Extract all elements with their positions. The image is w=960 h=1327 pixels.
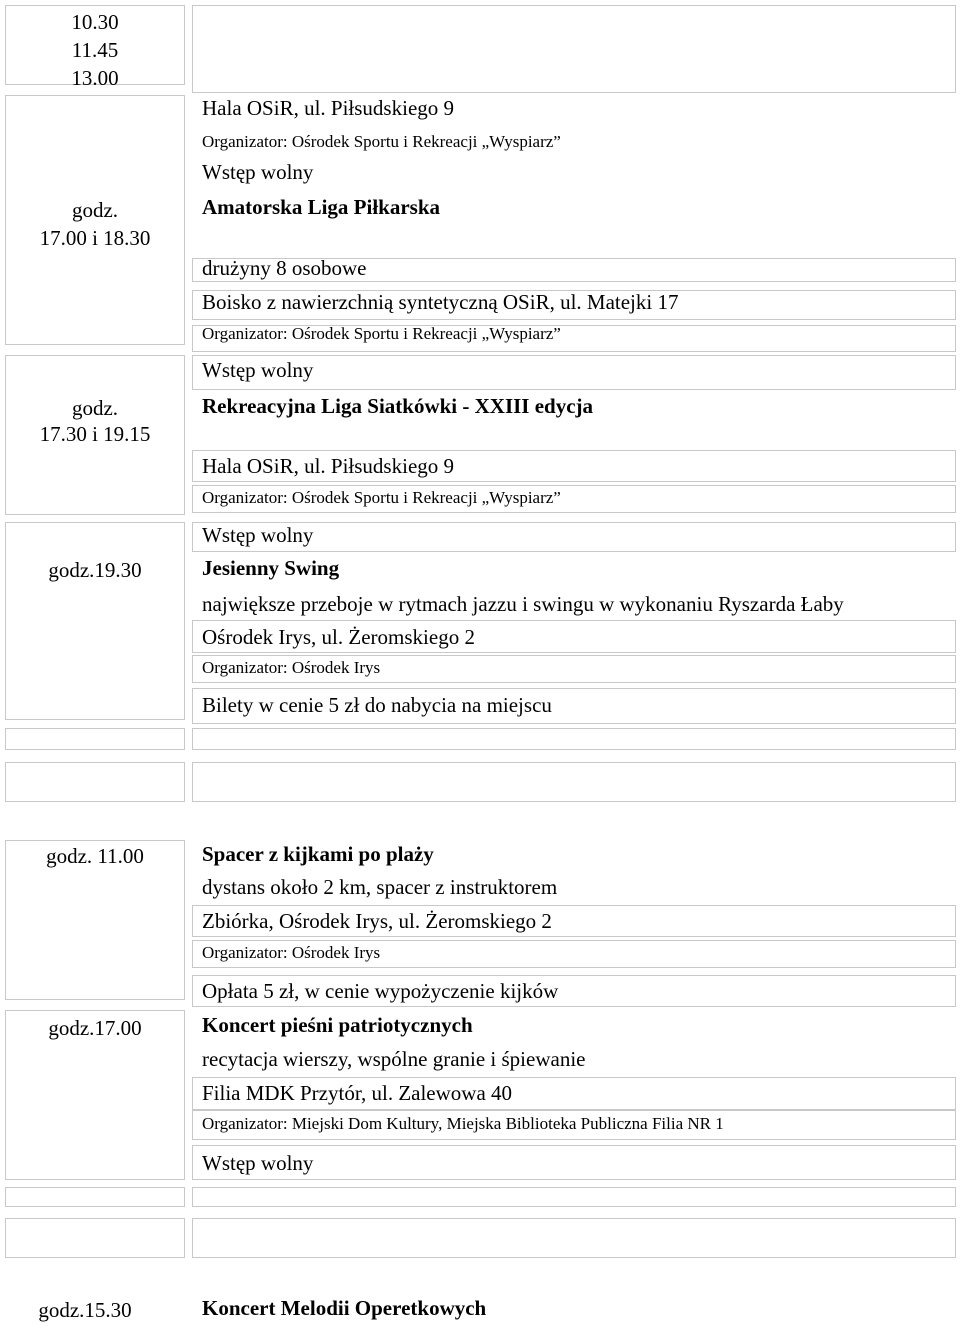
event-time: godz.15.30 <box>38 1298 132 1322</box>
left-cell <box>5 728 185 750</box>
event-time: godz. 11.00 <box>46 844 144 868</box>
event-time: 13.00 <box>71 66 119 90</box>
event-venue: Ośrodek Irys, ul. Żeromskiego 2 <box>202 625 475 649</box>
event-title: Koncert Melodii Operetkowych <box>202 1296 487 1320</box>
event-title: Rekreacyjna Liga Siatkówki - XXIII edycja <box>202 394 594 418</box>
event-entry: Wstęp wolny <box>202 523 314 547</box>
right-cell <box>192 1218 956 1258</box>
event-organizer: Organizator: Ośrodek Irys <box>202 943 381 962</box>
left-cell <box>5 522 185 720</box>
event-organizer: Organizator: Ośrodek Sportu i Rekreacji „Wyspiarz” <box>202 488 561 507</box>
left-cell <box>5 1218 185 1258</box>
right-cell <box>192 728 956 750</box>
event-description: dystans około 2 km, spacer z instruktorem <box>202 875 558 899</box>
event-title: Jesienny Swing <box>202 556 340 580</box>
event-entry: Wstęp wolny <box>202 160 314 184</box>
event-time: godz. <box>71 198 119 222</box>
event-venue: Boisko z nawierzchnią syntetyczną OSiR, ul. Matejki 17 <box>202 290 679 314</box>
event-venue: Hala OSiR, ul. Piłsudskiego 9 <box>202 96 455 120</box>
event-organizer: Organizator: Miejski Dom Kultury, Miejska Biblioteka Publiczna Filia NR 1 <box>202 1114 724 1133</box>
event-description: drużyny 8 osobowe <box>202 256 367 280</box>
event-entry: Bilety w cenie 5 zł do nabycia na miejscu <box>202 693 552 717</box>
event-venue: Filia MDK Przytór, ul. Zalewowa 40 <box>202 1081 513 1105</box>
event-title: Amatorska Liga Piłkarska <box>202 195 441 219</box>
left-cell <box>5 762 185 802</box>
event-venue: Hala OSiR, ul. Piłsudskiego 9 <box>202 454 455 478</box>
event-time: godz.17.00 <box>48 1016 142 1040</box>
event-time: godz. <box>71 396 119 420</box>
right-cell <box>192 1187 956 1207</box>
event-title: Koncert pieśni patriotycznych <box>202 1013 473 1037</box>
event-venue: Zbiórka, Ośrodek Irys, ul. Żeromskiego 2 <box>202 909 552 933</box>
left-cell <box>5 1187 185 1207</box>
event-entry: Wstęp wolny <box>202 1151 314 1175</box>
event-time: 10.30 <box>71 10 119 34</box>
event-time: 17.00 i 18.30 <box>39 226 151 250</box>
event-organizer: Organizator: Ośrodek Sportu i Rekreacji „Wyspiarz” <box>202 324 561 343</box>
event-entry: Wstęp wolny <box>202 358 314 382</box>
event-description: największe przeboje w rytmach jazzu i swingu w wykonaniu Ryszarda Łaby <box>202 592 844 616</box>
event-time: 11.45 <box>71 38 119 62</box>
event-description: recytacja wierszy, wspólne granie i śpiewanie <box>202 1047 586 1071</box>
event-time: 17.30 i 19.15 <box>39 422 151 446</box>
event-entry: Opłata 5 zł, w cenie wypożyczenie kijków <box>202 979 559 1003</box>
right-cell <box>192 762 956 802</box>
event-time: godz.19.30 <box>48 558 142 582</box>
event-title: Spacer z kijkami po plaży <box>202 842 434 866</box>
event-organizer: Organizator: Ośrodek Irys <box>202 658 381 677</box>
event-organizer: Organizator: Ośrodek Sportu i Rekreacji „Wyspiarz” <box>202 132 561 151</box>
right-cell <box>192 5 956 93</box>
